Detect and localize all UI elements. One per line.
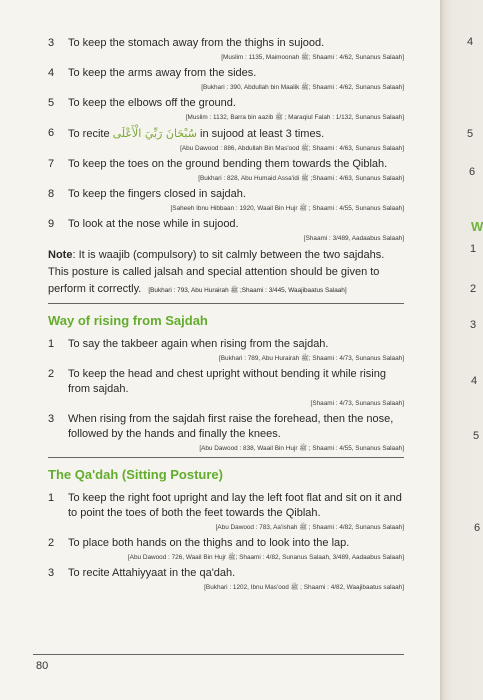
- list-item: [48, 491, 404, 532]
- item-reference: [Abu Dawood : 886, Abdullah Bin Mas'ood ﷺ; Shaami : 4/63, Sunanus Salaah]: [180, 145, 404, 152]
- item-number: 4: [48, 67, 55, 79]
- note-text: : It is waajib (compulsory) to sit calmly between the two sajdahs. This posture is called jalsah and special attention should be given to perform it correctly.: [48, 249, 385, 295]
- item-number: 5: [48, 97, 55, 109]
- item-text: To keep the toes on the ground bending them towards the Qiblah.: [68, 158, 388, 170]
- facing-page-edge: [440, 0, 483, 700]
- item-number: 7: [48, 158, 55, 170]
- edge-number: 3: [470, 319, 477, 331]
- item-number: 9: [48, 218, 55, 230]
- item-text: To keep the head and chest upright without bending it while rising from sajdah.: [68, 368, 386, 395]
- item-text: To keep the elbows off the ground.: [68, 97, 236, 109]
- edge-number: 6: [469, 166, 476, 178]
- section-divider: [48, 457, 404, 458]
- list-item: [48, 96, 404, 122]
- section-heading-qadah: The Qa'dah (Sitting Posture): [48, 467, 223, 482]
- item-number: 8: [48, 188, 55, 200]
- item-reference: [Abu Dawood : 783, Aa'ishah ﷺ ; Shaami : 4/82, Sunanus Salaah]: [215, 524, 404, 531]
- edge-letter: W: [471, 219, 483, 234]
- item-number: 3: [48, 567, 55, 579]
- list-item: [48, 217, 404, 243]
- item-text-after: in sujood at least 3 times.: [200, 128, 325, 140]
- item-text: To keep the fingers closed in sajdah.: [68, 188, 246, 200]
- item-reference: [Abu Dawood : 726, Waail Bin Hujr ﷺ; Shaami : 4/82, Sunanus Salaah, 3/489, Aadaabus Salaah]: [127, 554, 404, 561]
- edge-number: 5: [467, 128, 474, 140]
- list-item: [48, 412, 404, 453]
- item-reference: [Shaami : 4/73, Sunanus Salaah]: [310, 400, 404, 407]
- item-reference: [Shaami : 3/489, Aadaabus Salaah]: [303, 235, 404, 242]
- item-reference: [Bukhari : 828, Abu Humaid Assa'idi ﷺ ;Shaami : 4/63, Sunanus Salaah]: [198, 175, 404, 182]
- item-number: 2: [48, 537, 55, 549]
- section-heading-rising: Way of rising from Sajdah: [48, 313, 208, 328]
- item-text: To place both hands on the thighs and to look into the lap.: [68, 537, 350, 549]
- edge-number: 1: [470, 243, 477, 255]
- note-label: Note: [48, 249, 73, 261]
- item-reference: [Bukhari : 390, Abdullah bin Maalik ﷺ; Shaami : 4/62, Sunanus Salaah]: [201, 84, 404, 91]
- item-reference: [Muslim : 1135, Maimoonah ﷺ; Shaami : 4/62, Sunanus Salaah]: [221, 54, 404, 61]
- edge-number: 2: [470, 283, 477, 295]
- item-number: 2: [48, 368, 55, 380]
- item-number: 3: [48, 413, 55, 425]
- section-divider: [48, 303, 404, 304]
- list-item: [48, 66, 404, 92]
- list-item: [48, 36, 404, 62]
- footer-divider: [33, 654, 404, 655]
- item-text: To keep the right foot upright and lay the left foot flat and sit on it and to point the toes of both the feet towards the Qiblah.: [68, 492, 402, 519]
- edge-number: 6: [474, 522, 481, 534]
- list-item: [48, 566, 404, 592]
- item-reference: [Saheeh Ibnu Hibbaan : 1920, Waail Bin Hujr ﷺ ; Shaami : 4/55, Sunanus Salaah]: [170, 205, 404, 212]
- page-number: 80: [36, 660, 49, 672]
- edge-number: 4: [471, 375, 478, 387]
- item-reference: [Bukhari : 1202, Ibnu Mas'ood ﷺ ; Shaami : 4/82, Waajibaatus salaah]: [204, 584, 404, 591]
- list-item: [48, 126, 404, 153]
- edge-number: 5: [473, 430, 480, 442]
- item-text: [68, 126, 404, 142]
- item-text: When rising from the sajdah first raise the forehead, then the nose, followed by the hands and finally the knees.: [68, 413, 394, 440]
- page-content: [48, 36, 404, 596]
- item-number: 1: [48, 492, 55, 504]
- list-item: [48, 187, 404, 213]
- item-text-before: To recite: [68, 128, 110, 140]
- item-text: To recite Attahiyyaat in the qa'dah.: [68, 567, 236, 579]
- note-paragraph: [48, 247, 404, 299]
- item-reference: [Muslim : 1132, Barra bin aazib ﷺ ; Maraqiul Falah : 1/132, Sunanus Salaah]: [185, 114, 404, 121]
- list-item: [48, 536, 404, 562]
- item-reference: [Bukhari : 789, Abu Hurairah ﷺ; Shaami : 4/73, Sunanus Salaah]: [218, 355, 404, 362]
- item-number: 3: [48, 37, 55, 49]
- note-reference: [Bukhari : 793, Abu Hurairah ﷺ ;Shaami : 3/445, Waajibaatus Salaah]: [148, 287, 347, 294]
- item-text: To keep the arms away from the sides.: [68, 67, 257, 79]
- arabic-tasbeeh: سُبْحَانَ رَبِّيَ الْأَعْلَى: [112, 127, 197, 140]
- list-item: [48, 337, 404, 363]
- item-text: To say the takbeer again when rising from the sajdah.: [68, 338, 329, 350]
- item-text: To keep the stomach away from the thighs in sujood.: [68, 37, 325, 49]
- item-number: 6: [48, 127, 55, 139]
- edge-number: 4: [467, 36, 474, 48]
- list-item: [48, 367, 404, 408]
- item-reference: [Abu Dawood : 838, Waail Bin Hujr ﷺ ; Shaami : 4/55, Sunanus Salaah]: [199, 445, 404, 452]
- item-text: To look at the nose while in sujood.: [68, 218, 239, 230]
- list-item: [48, 157, 404, 183]
- item-number: 1: [48, 338, 55, 350]
